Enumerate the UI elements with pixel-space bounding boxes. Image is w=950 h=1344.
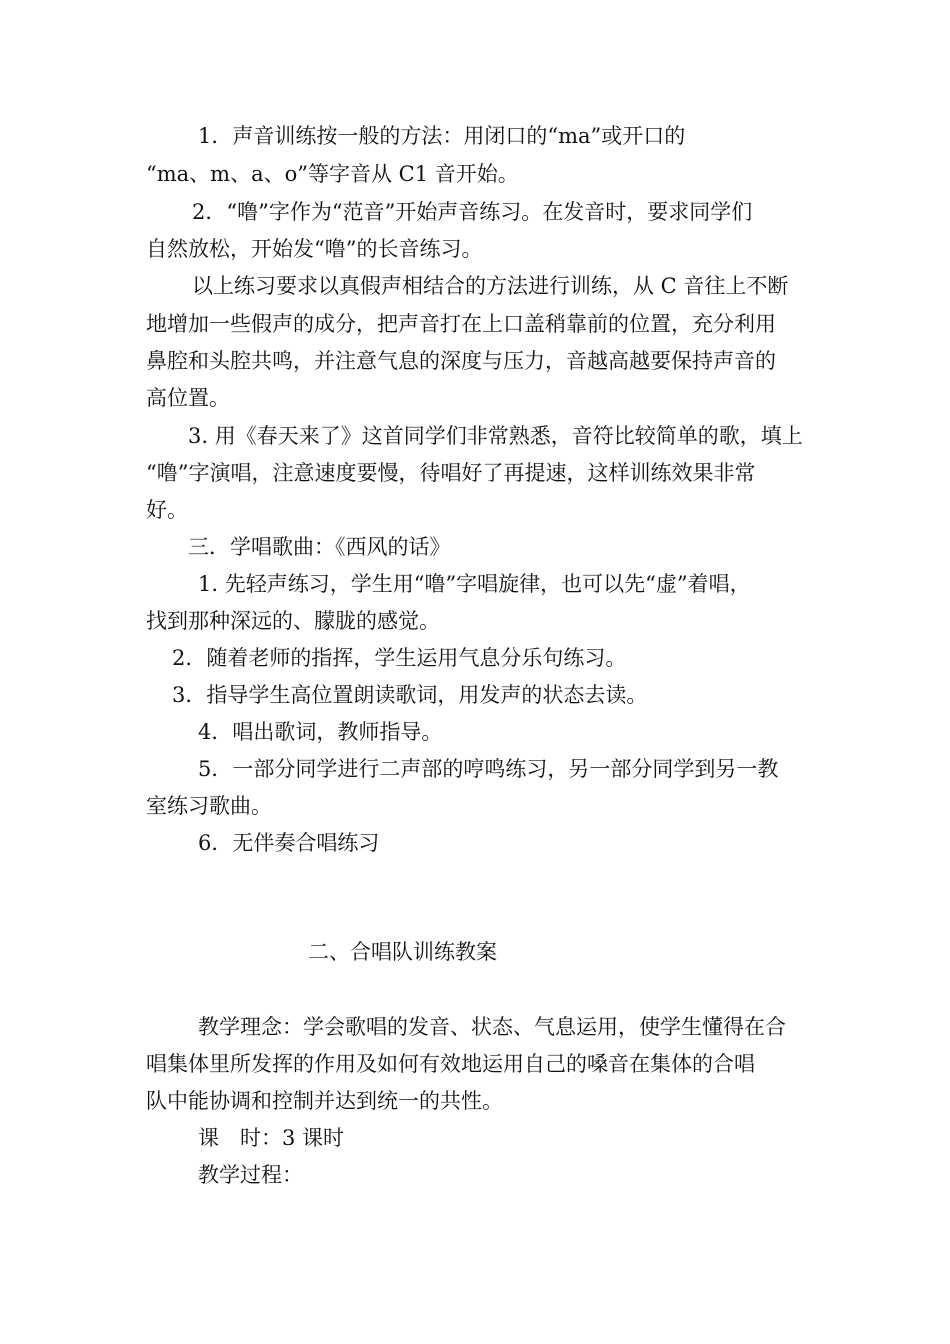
text-line: 高位置。 [146,386,230,410]
text-line: 1．声音训练按一般的方法：用闭口的“ma”或开口的 [198,124,686,148]
text-line: 5．一部分同学进行二声部的哼鸣练习，另一部分同学到另一教 [198,757,779,781]
text-line: 4．唱出歌词，教师指导。 [198,720,443,744]
section-heading: 三．学唱歌曲：《西风的话》 [188,535,451,559]
text-line: 找到那种深远的、朦胧的感觉。 [146,609,440,633]
text-line: 以上练习要求以真假声相结合的方法进行训练，从 C 音往上不断 [192,274,789,298]
text-line: 6．无伴奏合唱练习 [198,831,380,855]
text-line: 2．“噜”字作为“范音”开始声音练习。在发音时，要求同学们 [192,200,753,224]
text-line: 唱集体里所发挥的作用及如何有效地运用自己的嗓音在集体的合唱 [146,1052,755,1076]
text-line: “噜”字演唱，注意速度要慢，待唱好了再提速，这样训练效果非常 [146,461,756,485]
text-line: 队中能协调和控制并达到统一的共性。 [146,1089,503,1113]
text-line: 好。 [146,498,188,522]
text-line: “ma、m、a、o”等字音从 C1 音开始。 [146,162,519,186]
text-line: 教学理念：学会歌唱的发音、状态、气息运用，使学生懂得在合 [198,1015,786,1039]
text-line: 地增加一些假声的成分，把声音打在上口盖稍靠前的位置，充分利用 [146,312,776,336]
text-line: 室练习歌曲。 [146,794,272,818]
text-line: 鼻腔和头腔共鸣，并注意气息的深度与压力，音越高越要保持声音的 [146,349,776,373]
text-line: 3．指导学生高位置朗读歌词，用发声的状态去读。 [172,683,648,707]
text-line: 课 时：3 课时 [198,1126,345,1150]
section-title: 二、合唱队训练教案 [308,940,497,964]
text-line: 2．随着老师的指挥，学生运用气息分乐句练习。 [172,646,627,670]
text-line: 自然放松，开始发“噜”的长音练习。 [146,237,483,261]
text-line: 1. 先轻声练习，学生用“噜”字唱旋律，也可以先“虚”着唱， [198,572,751,596]
text-line: 3. 用《春天来了》这首同学们非常熟悉，音符比较简单的歌，填上 [188,424,803,448]
text-line: 教学过程： [198,1163,303,1187]
